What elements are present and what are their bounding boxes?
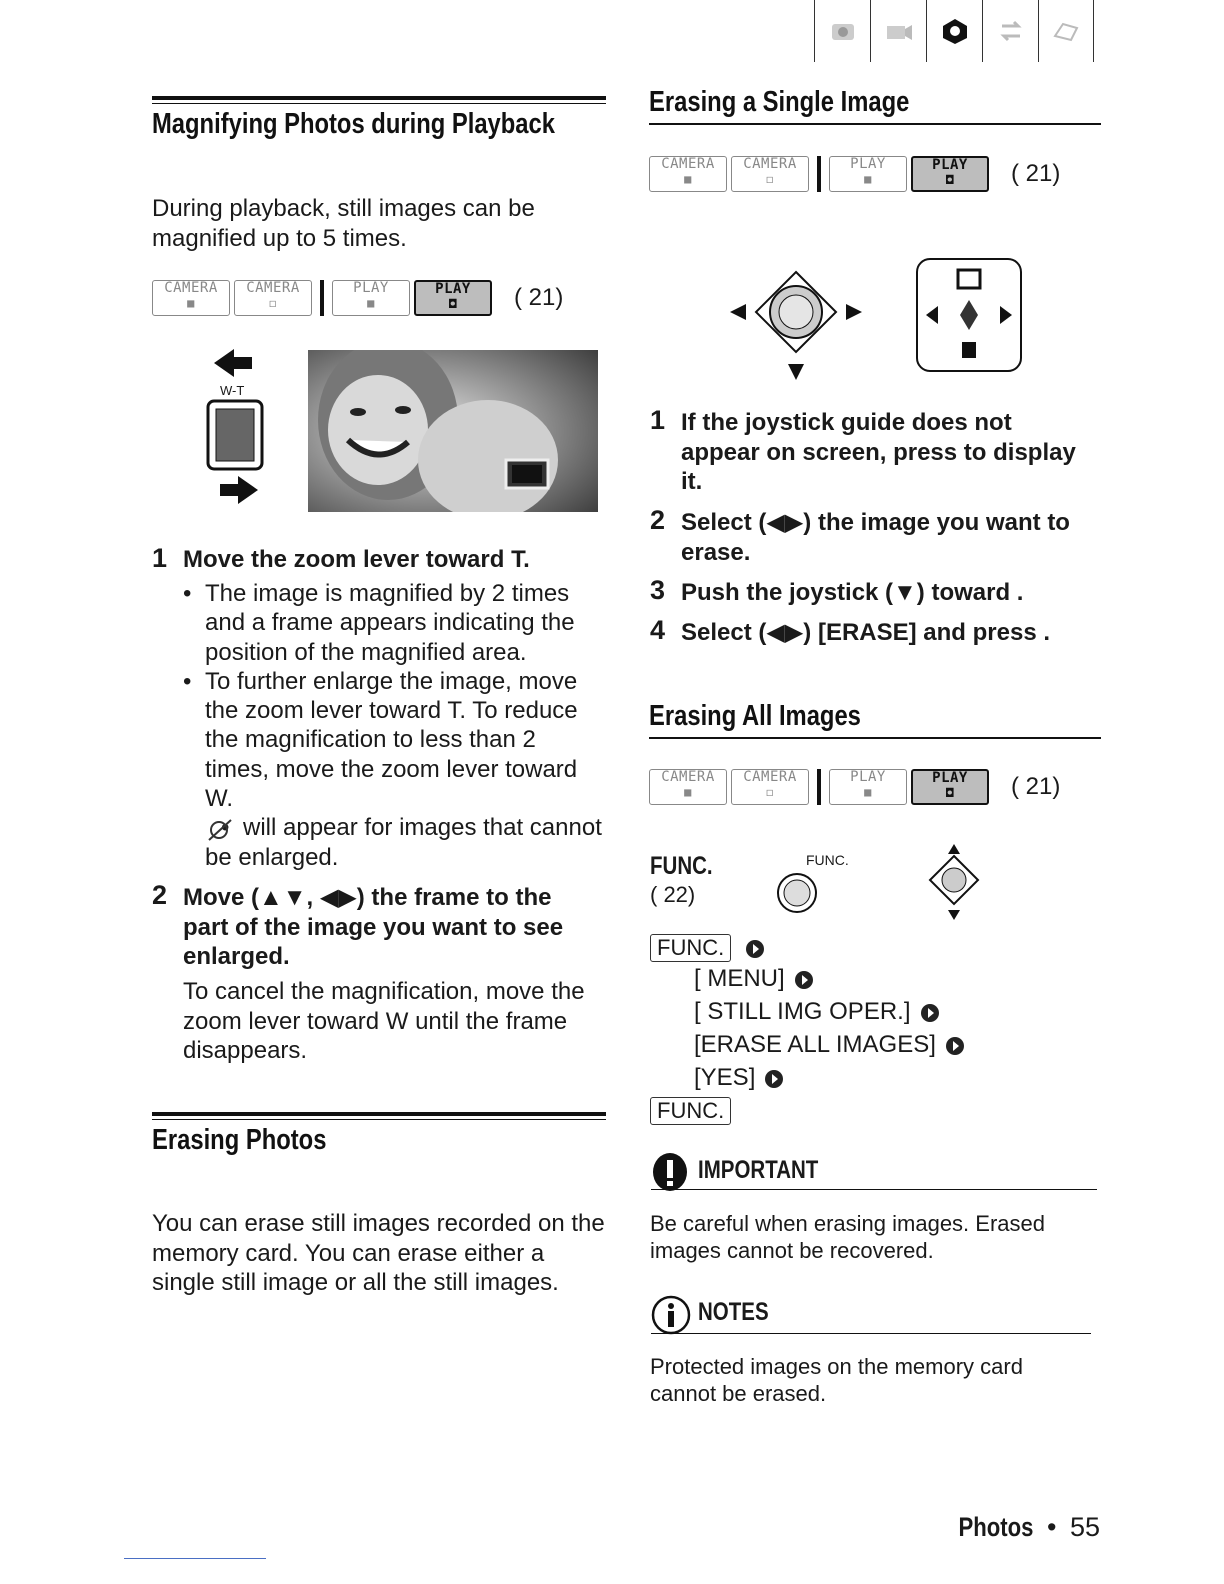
mode-camera-photo: CAMERA ◻ bbox=[731, 156, 809, 192]
step-1-text: Move the zoom lever toward T. bbox=[183, 546, 530, 573]
magnified-photo bbox=[308, 350, 598, 512]
bullet-item: • will appear for images that cannot be enlarged. bbox=[183, 813, 603, 872]
page-footer: Photos • 55 bbox=[958, 1512, 1100, 1542]
important-text: Be careful when erasing images. Erased images cannot be recovered. bbox=[650, 1211, 1045, 1263]
joystick-small-icon bbox=[926, 842, 982, 927]
step-number: 2 bbox=[650, 505, 666, 535]
heading-rule bbox=[649, 123, 1101, 125]
mode-play-photo: PLAY ◘ bbox=[414, 280, 492, 316]
section-rule bbox=[152, 96, 606, 100]
mode-strip bbox=[152, 280, 563, 316]
arrow-right-icon bbox=[946, 1037, 964, 1055]
joystick-diagram bbox=[726, 262, 866, 387]
footer-rule bbox=[124, 1558, 266, 1559]
important-heading: IMPORTANT bbox=[698, 1156, 819, 1184]
transfer-icon bbox=[982, 0, 1038, 62]
step-1-bullets bbox=[183, 579, 603, 872]
func-end-label: FUNC. bbox=[650, 1097, 731, 1125]
single-step-1: If the joystick guide does not appear on screen, press to display it. bbox=[681, 409, 1076, 495]
menu-sequence bbox=[694, 962, 964, 1094]
mode-play-photo: PLAY ◘ bbox=[911, 156, 989, 192]
notes-text: Protected images on the memory card cannot be erased. bbox=[650, 1354, 1023, 1406]
step-2-text: Move (▲▼, ◀▶) the frame to the part of the image you want to see enlarged. bbox=[183, 884, 564, 970]
menu-step: [ MENU] bbox=[694, 962, 964, 995]
mode-strip bbox=[649, 769, 1060, 805]
section-title-magnifying: Magnifying Photos during Playback bbox=[152, 108, 555, 140]
mode-divider bbox=[817, 769, 821, 805]
arrow-left-icon bbox=[730, 304, 746, 320]
mode-play-movie: PLAY ■ bbox=[829, 769, 907, 805]
step-number: 2 bbox=[152, 880, 168, 910]
single-step-4: Select (◀▶) [ERASE] and press . bbox=[681, 619, 1050, 646]
heading-rule bbox=[649, 737, 1101, 739]
wt-label: W-T bbox=[220, 383, 245, 398]
magnify-intro: During playback, still images can be magnified up to 5 times. bbox=[152, 195, 535, 252]
arrow-right-icon bbox=[795, 971, 813, 989]
step-number: 4 bbox=[650, 615, 666, 645]
zoom-lever-illustration bbox=[206, 345, 266, 510]
mode-camera-movie: CAMERA ■ bbox=[649, 156, 727, 192]
print-icon bbox=[1038, 0, 1094, 62]
func-ref: ( 22) bbox=[650, 882, 696, 907]
arrow-right-icon bbox=[746, 940, 764, 958]
bullet-item: • The image is magnified by 2 times and a frame appears indicating the position of the magnified area. bbox=[183, 579, 603, 667]
func-start-label: FUNC. bbox=[650, 934, 731, 962]
chapter-tabs bbox=[814, 0, 1100, 62]
mode-camera-movie: CAMERA ■ bbox=[649, 769, 727, 805]
arrow-right-icon bbox=[846, 304, 862, 320]
mode-play-movie: PLAY ■ bbox=[332, 280, 410, 316]
func-caption: FUNC. bbox=[806, 852, 849, 868]
mode-play-movie: PLAY ■ bbox=[829, 156, 907, 192]
step-number: 3 bbox=[650, 575, 666, 605]
notes-heading: NOTES bbox=[698, 1298, 769, 1326]
mode-camera-movie: CAMERA ■ bbox=[152, 280, 230, 316]
page-reference: ( 21) bbox=[1011, 160, 1061, 187]
mode-divider bbox=[320, 280, 324, 316]
menu-step: [YES] bbox=[694, 1061, 964, 1094]
arrow-left-icon bbox=[214, 349, 252, 377]
no-magnify-icon bbox=[205, 818, 235, 847]
camera-icon bbox=[814, 0, 870, 62]
mode-camera-photo: CAMERA ◻ bbox=[731, 769, 809, 805]
mode-camera-photo: CAMERA ◻ bbox=[234, 280, 312, 316]
page-reference: ( 21) bbox=[1011, 773, 1061, 800]
step-number: 1 bbox=[650, 405, 666, 435]
single-step-2: Select (◀▶) the image you want to erase. bbox=[681, 509, 1070, 566]
erasing-intro: You can erase still images recorded on the memory card. You can erase either a single still image or all the still images. bbox=[152, 1210, 605, 1296]
arrow-down-icon bbox=[788, 364, 804, 380]
mode-divider bbox=[817, 156, 821, 192]
section-rule bbox=[152, 1112, 606, 1116]
bullet-item: • To further enlarge the image, move the zoom lever toward T. To reduce the magnification to less than 2 times, move the zoom lever toward W. bbox=[183, 667, 603, 813]
page-number: 55 bbox=[1069, 1512, 1100, 1542]
arrow-right-icon bbox=[765, 1070, 783, 1088]
heading-rule bbox=[651, 1333, 1091, 1334]
arrow-right-icon bbox=[921, 1004, 939, 1022]
arrow-right-icon bbox=[220, 476, 258, 504]
func-label: FUNC. bbox=[650, 852, 713, 880]
menu-step: [ STILL IMG OPER.] bbox=[694, 995, 964, 1028]
section-title-all: Erasing All Images bbox=[649, 700, 861, 732]
photo-icon bbox=[926, 0, 982, 62]
page-reference: ( 21) bbox=[514, 284, 564, 311]
joystick-guide-icon bbox=[916, 258, 1022, 372]
section-title-single: Erasing a Single Image bbox=[649, 86, 910, 118]
menu-step: [ERASE ALL IMAGES] bbox=[694, 1028, 964, 1061]
important-icon bbox=[651, 1152, 689, 1197]
step-2-note: To cancel the magnification, move the zoom lever toward W until the frame disappears. bbox=[183, 978, 585, 1064]
section-title-erasing: Erasing Photos bbox=[152, 1124, 327, 1156]
camera-movie-icon bbox=[870, 0, 926, 62]
mode-play-photo: PLAY ◘ bbox=[911, 769, 989, 805]
single-step-3: Push the joystick (▼) toward . bbox=[681, 579, 1024, 606]
mode-strip bbox=[649, 156, 1060, 192]
func-button-icon bbox=[776, 872, 818, 919]
step-number: 1 bbox=[152, 543, 168, 573]
heading-rule bbox=[651, 1189, 1097, 1190]
